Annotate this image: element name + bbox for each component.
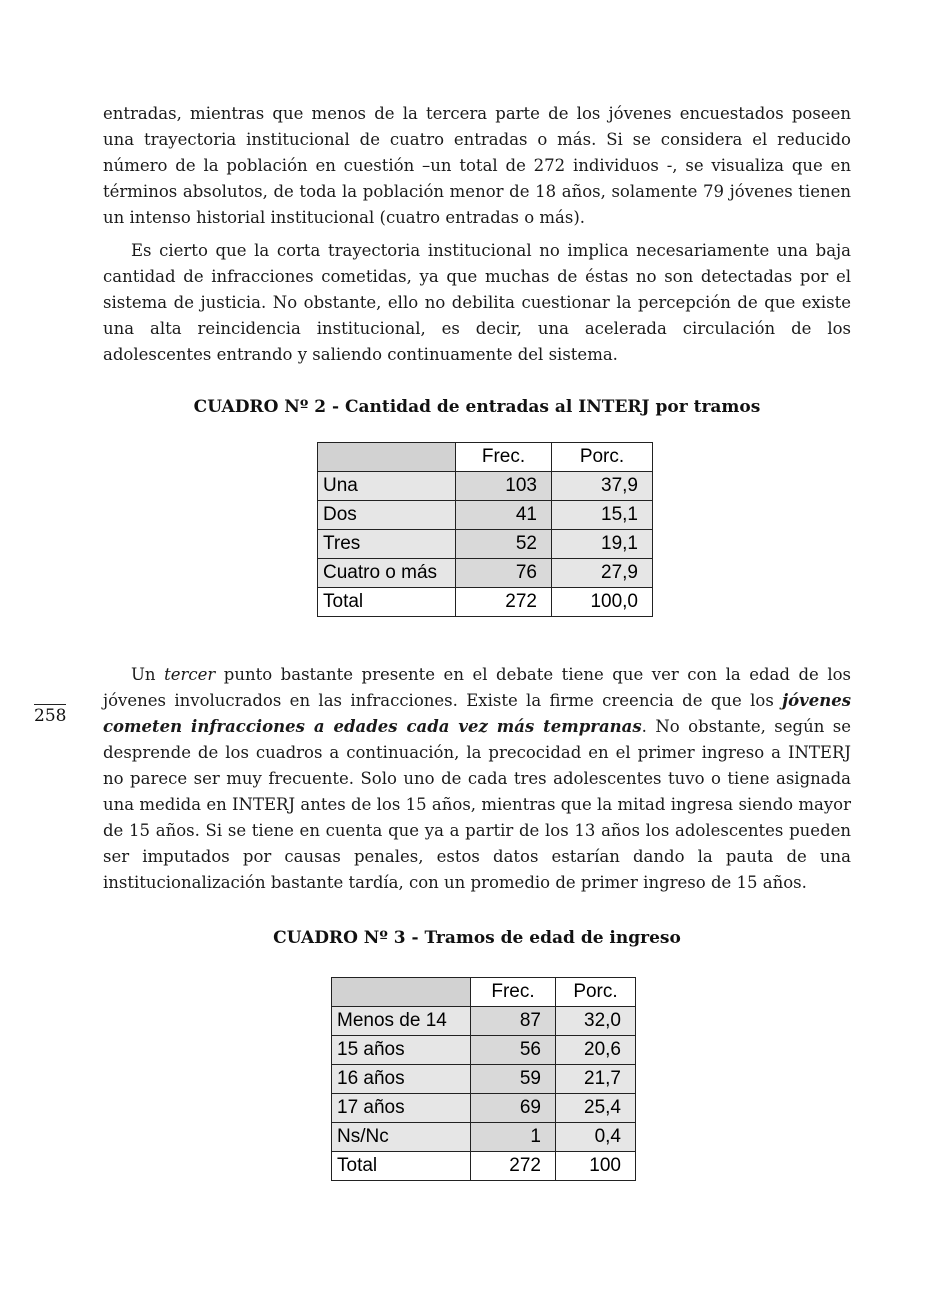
row-label: Total: [318, 588, 456, 617]
table-header-row: [318, 443, 653, 472]
row-label: Dos: [318, 501, 456, 530]
row-label: Total: [332, 1152, 471, 1181]
row-label: 15 años: [332, 1036, 471, 1065]
row-label: Una: [318, 472, 456, 501]
table-2-caption: CUADRO Nº 2 - Cantidad de entradas al INTERJ por tramos: [193, 397, 761, 417]
row-frec: 76: [456, 559, 552, 588]
row-label: Menos de 14: [332, 1007, 471, 1036]
p3-text-1: Un: [131, 665, 165, 684]
row-frec: 69: [471, 1094, 556, 1123]
header-cell-empty: [332, 978, 471, 1007]
row-porc: 100: [556, 1152, 636, 1181]
p3-text-2: punto bastante presente en el debate tiene que ver con la edad de los jóvenes involucrados en las infracciones. Existe la firme creencia de que los: [103, 665, 851, 710]
table-total-row: [318, 588, 653, 617]
page-number-rule: [34, 704, 66, 705]
p3-text-3: . No obstante, según se desprende de los cuadros a continuación, la precocidad en el primer ingreso a INTERJ no parece ser muy frecuente. Solo uno de cada tres adolescentes tuvo o tiene asignada una medida en INTERJ antes de los 15 años, mientras que la mitad ingresa siendo mayor de 15 años. Si se tiene en cuenta que ya a partir de los 13 años los adolescentes pueden ser imputados por causas penales, estos datos estarían dando la pauta de una institucionalización bastante tardía, con un promedio de primer ingreso de 15 años.: [103, 717, 851, 892]
header-cell-porc: Porc.: [552, 443, 653, 472]
row-label: 17 años: [332, 1094, 471, 1123]
row-porc: 32,0: [556, 1007, 636, 1036]
row-label: Cuatro o más: [318, 559, 456, 588]
table-row: [318, 501, 653, 530]
row-porc: 100,0: [552, 588, 653, 617]
table-row: [332, 1094, 636, 1123]
row-porc: 0,4: [556, 1123, 636, 1152]
row-porc: 19,1: [552, 530, 653, 559]
table-2: [317, 442, 653, 617]
row-frec: 272: [456, 588, 552, 617]
row-frec: 103: [456, 472, 552, 501]
row-porc: 37,9: [552, 472, 653, 501]
row-frec: 56: [471, 1036, 556, 1065]
row-frec: 41: [456, 501, 552, 530]
table-row: [318, 472, 653, 501]
header-cell-empty: [318, 443, 456, 472]
table-row: [318, 559, 653, 588]
row-porc: 20,6: [556, 1036, 636, 1065]
row-frec: 1: [471, 1123, 556, 1152]
body-paragraph-3: [103, 662, 851, 896]
row-porc: 27,9: [552, 559, 653, 588]
header-cell-frec: Frec.: [471, 978, 556, 1007]
body-paragraph-2: Es cierto que la corta trayectoria institucional no implica necesariamente una baja cantidad de infracciones cometidas, ya que muchas de éstas no son detectadas por el sistema de justicia. No obstante, ello no debilita cuestionar la percepción de que existe una alta reincidencia institucional, es decir, una acelerada circulación de los adolescentes entrando y saliendo continuamente del sistema.: [103, 241, 851, 364]
row-frec: 59: [471, 1065, 556, 1094]
row-label: Tres: [318, 530, 456, 559]
table-3: [331, 977, 636, 1181]
p3-italic-term: tercer: [164, 665, 216, 684]
row-frec: 52: [456, 530, 552, 559]
row-label: 16 años: [332, 1065, 471, 1094]
p3-emphasis: jóvenes cometen infracciones a edades cada vez más tempranas: [103, 691, 851, 736]
table-total-row: [332, 1152, 636, 1181]
row-label: Ns/Nc: [332, 1123, 471, 1152]
table-row: [332, 1007, 636, 1036]
table-row: [332, 1123, 636, 1152]
row-porc: 25,4: [556, 1094, 636, 1123]
table-header-row: [332, 978, 636, 1007]
page-number: 258: [34, 706, 67, 726]
row-porc: 15,1: [552, 501, 653, 530]
table-row: [318, 530, 653, 559]
header-cell-frec: Frec.: [456, 443, 552, 472]
row-frec: 87: [471, 1007, 556, 1036]
body-paragraph-1: entradas, mientras que menos de la tercera parte de los jóvenes encuestados poseen una trayectoria institucional de cuatro entradas o más. Si se considera el reducido número de la población en cuestión –un total de 272 individuos -, se visualiza que en términos absolutos, de toda la población menor de 18 años, solamente 79 jóvenes tienen un intenso historial institucional (cuatro entradas o más).: [103, 104, 851, 227]
row-frec: 272: [471, 1152, 556, 1181]
table-row: [332, 1065, 636, 1094]
table-3-caption: CUADRO Nº 3 - Tramos de edad de ingreso: [273, 928, 681, 948]
header-cell-porc: Porc.: [556, 978, 636, 1007]
table-row: [332, 1036, 636, 1065]
row-porc: 21,7: [556, 1065, 636, 1094]
